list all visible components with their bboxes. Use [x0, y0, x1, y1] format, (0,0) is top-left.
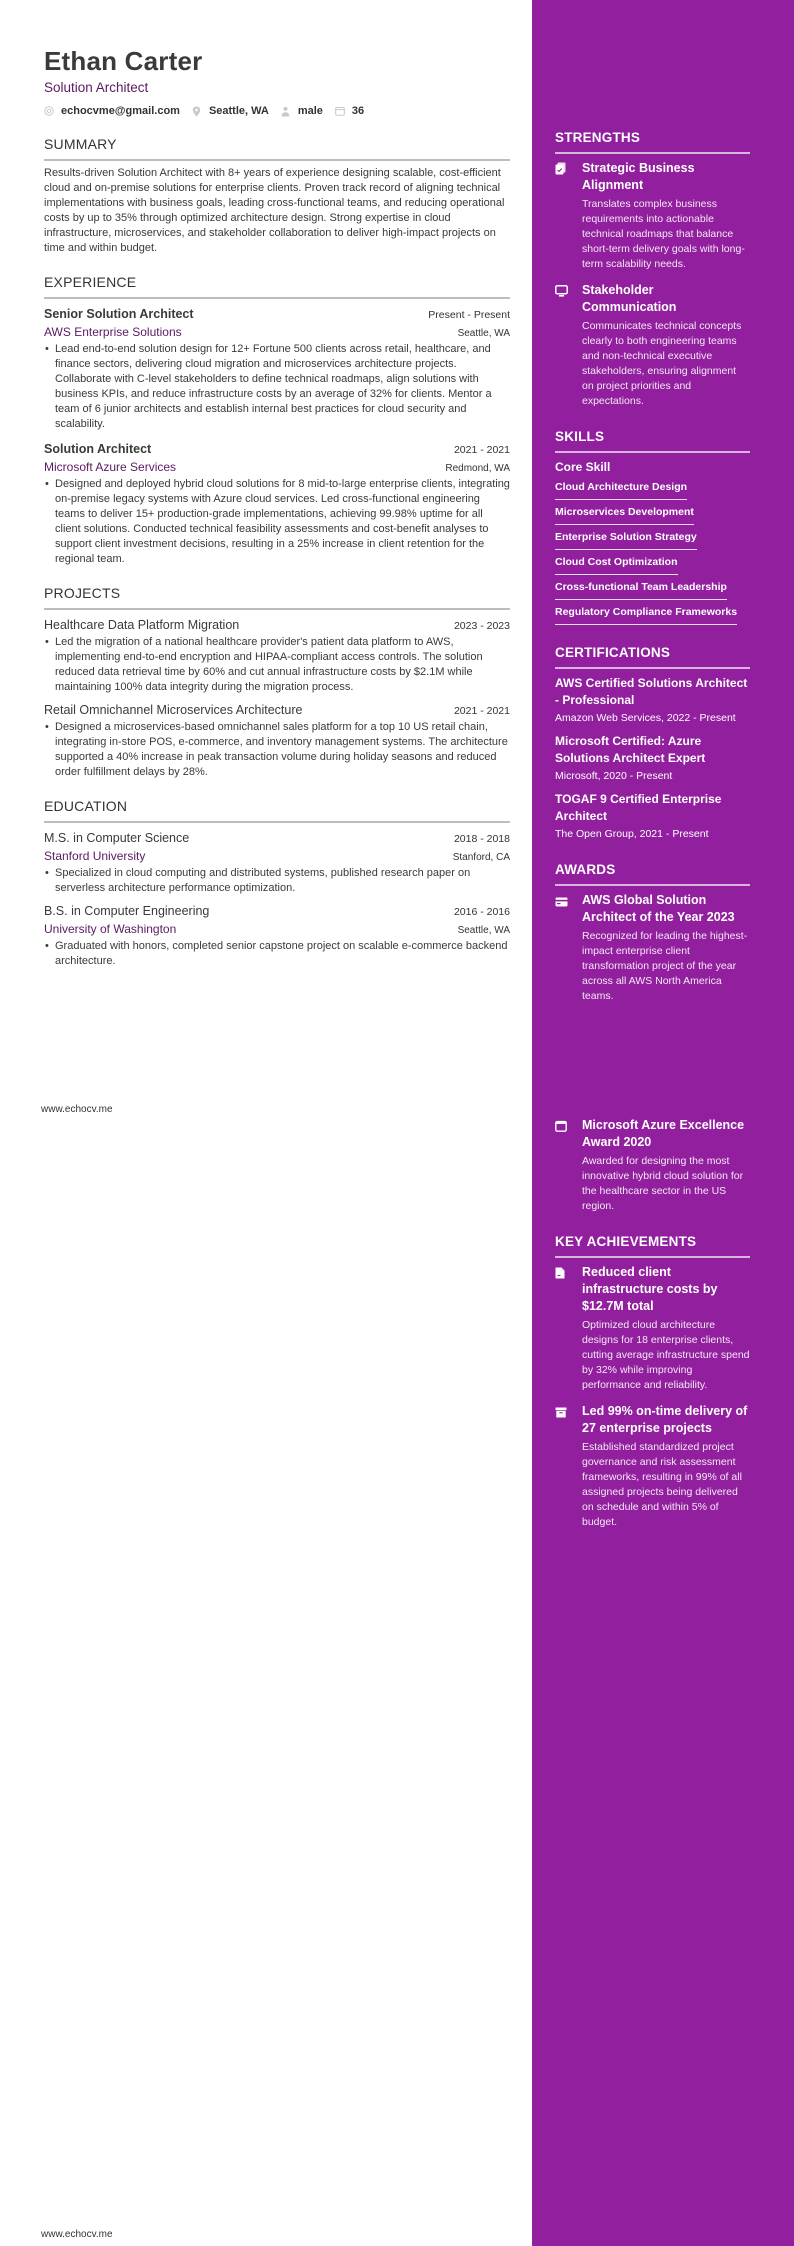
project-bullet-text: Designed a microservices-based omnichannel sales platform for a top 10 US retail chain, integrating in-store POS, e-commerce, and inventory management systems. The architecture supported a 40% increase in peak transaction volume during holiday seasons and reduced order fulfillment delays by 28%.	[55, 721, 508, 778]
school-location: Stanford, CA	[452, 852, 510, 863]
job-dates: Present - Present	[428, 309, 510, 321]
certification-title: Microsoft Certified: Azure Solutions Architect Expert	[555, 734, 706, 765]
job-title: Senior Solution Architect	[44, 307, 194, 321]
contact-row	[44, 104, 510, 118]
education-dates: 2018 - 2018	[453, 833, 510, 845]
skill-group-label: Core Skill	[555, 460, 611, 474]
skills-section	[555, 429, 750, 625]
experience-entry	[44, 441, 510, 567]
achievement-desc: Established standardized project governance and risk assessment frameworks, resulting in 99% of all assigned projects being delivered on schedule and within 5% of budget.	[582, 1441, 742, 1528]
strengths-heading: STRENGTHS	[555, 130, 750, 154]
certification-item	[555, 675, 750, 726]
awards-section	[555, 862, 750, 1214]
calendar-icon	[555, 1117, 582, 1214]
contact-gender	[281, 104, 323, 118]
sidebar	[555, 130, 750, 1544]
certification-title: TOGAF 9 Certified Enterprise Architect	[555, 792, 722, 823]
education-bullet: • Specialized in cloud computing and distributed systems, published research paper on serverless architecture performance optimization.	[44, 866, 510, 896]
footer-link-page1[interactable]: www.echocv.me	[41, 1104, 113, 1115]
award-title: Microsoft Azure Excellence Award 2020	[582, 1118, 745, 1149]
contact-email-value: echocvme@gmail.com	[61, 105, 180, 117]
job-dates: 2021 - 2021	[453, 444, 510, 456]
project-title: Healthcare Data Platform Migration	[44, 618, 240, 632]
calendar-icon	[335, 106, 345, 116]
certifications-heading: CERTIFICATIONS	[555, 645, 750, 669]
job-bullet: • Designed and deployed hybrid cloud solutions for 8 mid-to-large enterprise clients, integrating on-premise legacy systems with Azure cloud services. Led cross-functional engineering teams to deliver 15+ production-grade implementations, achieving 99.98% uptime for all client solutions. Conducted technical feasibility assessments and cost-benefit analyses to support client investment decisions, resulting in a 25% increase in client retention for the regional team.	[45, 478, 510, 565]
degree: M.S. in Computer Science	[44, 831, 190, 845]
footer-link-page2[interactable]: www.echocv.me	[41, 2229, 113, 2240]
achievement-title: Reduced client infrastructure costs by $12.7M total	[582, 1265, 718, 1313]
strengths-section	[555, 130, 750, 409]
project-bullet: • Led the migration of a national healthcare provider's patient data platform to AWS, implementing end-to-end encryption and HIPAA-compliant access controls. The solution reduced data retrieval time by 60% and cut annual infrastructure costs by $2.1M while maintaining 100% data integrity during the migration process.	[44, 635, 510, 695]
certification-issuer: The Open Group, 2021 - Present	[555, 828, 709, 840]
certification-title: AWS Certified Solutions Architect - Professional	[555, 676, 748, 707]
certification-issuer: Microsoft, 2020 - Present	[555, 770, 673, 782]
strength-item	[555, 160, 750, 272]
location-pin-icon	[192, 106, 202, 116]
job-bullet: • Lead end-to-end solution design for 12+ Fortune 500 clients across retail, healthcare, and finance sectors, delivering cloud migration and microservices architecture projects. Collaborate with C-level stakeholders to define technical roadmaps, align solutions with business KPIs, and reduce infrastructure costs by an average of 32% for clients. Mentor a team of 6 junior architects and establish internal best practices for cloud security and scalability.	[44, 342, 510, 432]
summary-text: Results-driven Solution Architect with 8+ years of experience designing scalable, cost-efficient cloud and on-premise solutions for enterprise clients. Proven track record of aligning technical implementations with business goals, leading cross-functional teams, and reducing operational costs by up to 35% through optimized architecture design. Strong expertise in cloud infrastructure, microservices, and stakeholder collaboration to deliver high-impact projects on time and within budget.	[44, 167, 505, 254]
degree: B.S. in Computer Engineering	[44, 904, 210, 918]
award-item	[555, 892, 750, 1004]
award-desc: Recognized for leading the highest-impact enterprise client transformation project of the year across all AWS North America teams.	[582, 930, 748, 1002]
skill-item: Microservices Development	[555, 505, 694, 525]
award-desc: Awarded for designing the most innovative hybrid cloud solution for the healthcare sector in the US region.	[582, 1155, 744, 1212]
achievement-item	[555, 1403, 750, 1530]
school-location: Seattle, WA	[457, 925, 510, 936]
skill-item: Enterprise Solution Strategy	[555, 530, 697, 550]
education-dates: 2016 - 2016	[453, 906, 510, 918]
school-name: University of Washington	[44, 922, 177, 936]
school-name: Stanford University	[44, 849, 146, 863]
certification-item	[555, 791, 750, 842]
candidate-title: Solution Architect	[44, 80, 149, 95]
education-entry	[44, 830, 510, 896]
strength-title: Strategic Business Alignment	[582, 161, 695, 192]
project-title: Retail Omnichannel Microservices Architecture	[44, 703, 303, 717]
summary-heading: SUMMARY	[44, 136, 510, 161]
person-icon	[281, 106, 291, 116]
education-bullet-text: Specialized in cloud computing and distributed systems, published research paper on serverless architecture performance optimization.	[55, 867, 471, 894]
award-title: AWS Global Solution Architect of the Year 2023	[582, 893, 735, 924]
archive-box-icon	[555, 1403, 582, 1530]
education-entry	[44, 903, 510, 969]
certification-item	[555, 733, 750, 784]
company-name: Microsoft Azure Services	[44, 460, 177, 474]
document-icon	[555, 1264, 582, 1393]
contact-gender-value: male	[297, 105, 323, 117]
contact-location	[192, 104, 269, 118]
project-entry	[44, 617, 510, 695]
contact-location-value: Seattle, WA	[208, 105, 269, 117]
experience-section	[44, 274, 510, 567]
strength-item	[555, 282, 750, 409]
projects-section	[44, 585, 510, 780]
achievement-item	[555, 1264, 750, 1393]
achievements-heading: KEY ACHIEVEMENTS	[555, 1234, 750, 1258]
skill-item: Regulatory Compliance Frameworks	[555, 605, 737, 625]
experience-entry	[44, 306, 510, 432]
education-heading: EDUCATION	[44, 798, 510, 823]
candidate-name: Ethan Carter	[44, 46, 203, 76]
strength-desc: Translates complex business requirements into actionable technical roadmaps that balance short-term delivery goals with long-term scalability needs.	[582, 198, 745, 270]
monitor-icon	[555, 282, 582, 409]
certification-issuer: Amazon Web Services, 2022 - Present	[555, 712, 736, 724]
clipboard-check-icon	[555, 160, 582, 272]
project-dates: 2023 - 2023	[453, 620, 510, 632]
achievement-title: Led 99% on-time delivery of 27 enterprise projects	[582, 1404, 748, 1435]
project-dates: 2021 - 2021	[453, 705, 510, 717]
skill-item: Cloud Architecture Design	[555, 480, 687, 500]
project-entry	[44, 702, 510, 780]
experience-heading: EXPERIENCE	[44, 274, 510, 299]
job-location: Redmond, WA	[445, 463, 510, 474]
contact-age-value: 36	[351, 105, 365, 117]
at-icon	[44, 106, 54, 116]
contact-email[interactable]	[44, 104, 180, 118]
education-bullet-text: Graduated with honors, completed senior capstone project on scalable e-commerce backend architecture.	[55, 940, 508, 967]
project-bullet: • Designed a microservices-based omnichannel sales platform for a top 10 US retail chain, integrating in-store POS, e-commerce, and inventory management systems. The architecture supported a 40% increase in peak transaction volume during holiday seasons and reduced order fulfillment delays by 28%.	[44, 720, 510, 780]
projects-heading: PROJECTS	[44, 585, 510, 610]
skill-item: Cloud Cost Optimization	[555, 555, 678, 575]
project-bullet-text: Led the migration of a national healthcare provider's patient data platform to AWS, implementing end-to-end encryption and HIPAA-compliant access controls. The solution reduced data retrieval time by 60% and cut annual infrastructure costs by $2.1M while maintaining 100% data integrity during the migration process.	[55, 636, 483, 693]
award-item	[555, 1117, 750, 1214]
job-title: Solution Architect	[44, 442, 152, 456]
skill-item: Cross-functional Team Leadership	[555, 580, 727, 600]
education-section	[44, 798, 510, 969]
job-bullet-text: Lead end-to-end solution design for 12+ Fortune 500 clients across retail, healthcare, and finance sectors, delivering cloud migration and microservices architecture projects. Collaborate with C-level stakeholders to define technical roadmaps, align solutions with business KPIs, and reduce infrastructure costs by an average of 32% for clients. Mentor a team of 6 junior architects and establish internal best practices for cloud security and scalability.	[55, 343, 492, 430]
summary-section	[44, 136, 510, 256]
education-bullet: • Graduated with honors, completed senior capstone project on scalable e-commerce backend architecture.	[44, 939, 510, 969]
contact-age	[335, 104, 364, 118]
awards-heading: AWARDS	[555, 862, 750, 886]
strength-title: Stakeholder Communication	[582, 283, 677, 314]
achievement-desc: Optimized cloud architecture designs for 18 enterprise clients, cutting average infrastructure spend by 32% while improving performance and reliability.	[582, 1319, 750, 1391]
strength-desc: Communicates technical concepts clearly to both engineering teams and non-technical executive stakeholders, ensuring alignment on project priorities and expectations.	[582, 320, 742, 407]
job-bullet-text: Designed and deployed hybrid cloud solutions for 8 mid-to-large enterprise clients, integrating on-premise legacy systems with Azure cloud services. Led cross-functional engineering teams to deliver 15+ production-grade implementations, achieving 99.98% uptime for all client solutions. Conducted technical feasibility assessments and cost-benefit analyses to support client investment decisions, resulting in a 25% increase in client retention for the regional team.	[55, 478, 510, 565]
achievements-section	[555, 1234, 750, 1530]
main-column	[44, 46, 510, 969]
skills-heading: SKILLS	[555, 429, 750, 453]
company-name: AWS Enterprise Solutions	[44, 325, 182, 339]
job-location: Seattle, WA	[457, 328, 510, 339]
certifications-section	[555, 645, 750, 842]
card-icon	[555, 892, 582, 1004]
